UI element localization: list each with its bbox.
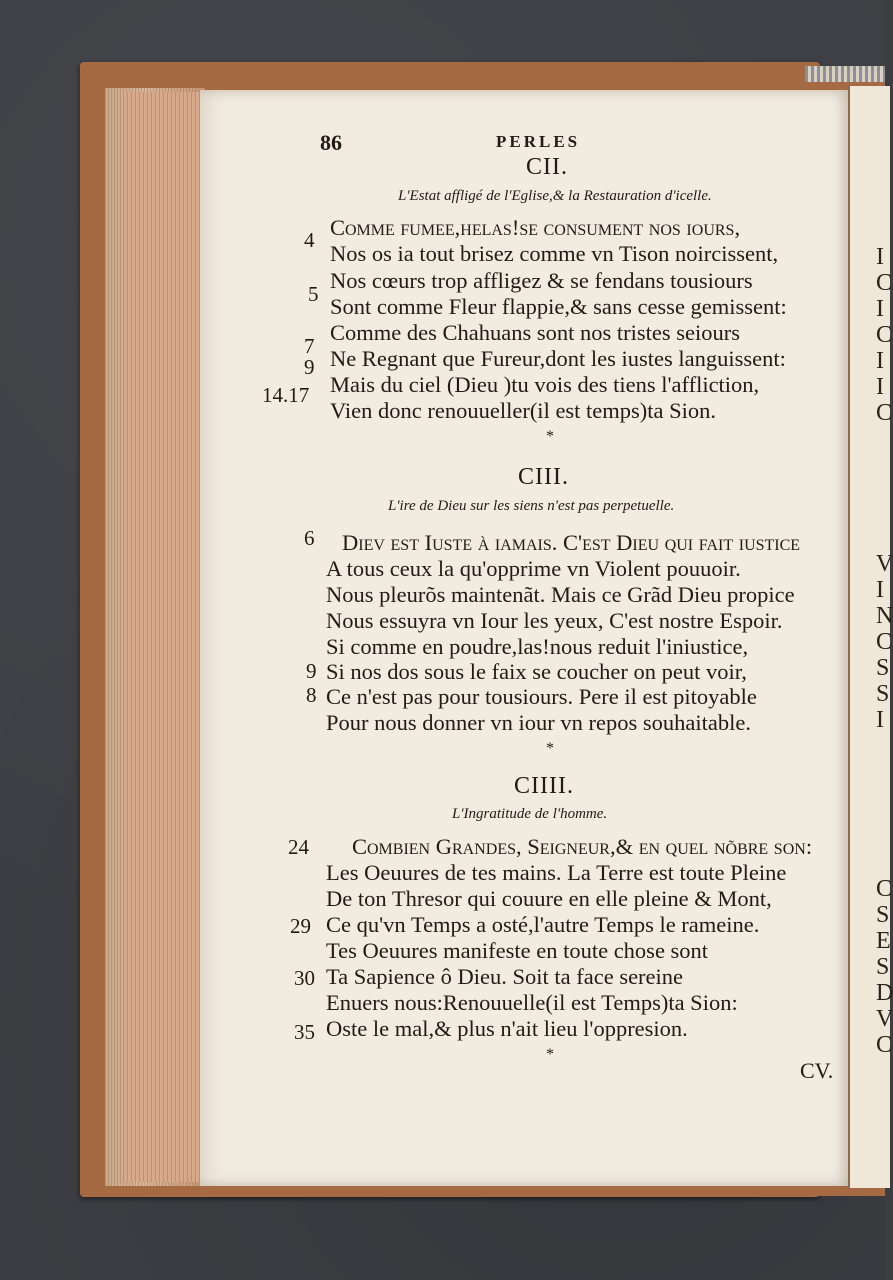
facing-letter: N <box>876 603 893 629</box>
margin-ref: 30 <box>294 966 315 990</box>
margin-ref: 7 <box>304 334 315 358</box>
facing-letter: C <box>876 629 893 655</box>
verse-line: Diev est Iuste à iamais. C'est Dieu qui fait iustice <box>342 530 801 555</box>
facing-letter: C <box>876 270 893 296</box>
page-number: 86 <box>320 130 342 155</box>
verse-line: Tes Oeuures manifeste en toute chose sont <box>326 938 709 963</box>
section-numeral: CIII. <box>518 464 569 490</box>
facing-letter: S <box>876 902 890 928</box>
margin-ref: 6 <box>304 526 315 550</box>
facing-letter: I <box>876 577 884 603</box>
verse-line: Comme des Chahuans sont nos tristes seiours <box>330 320 740 345</box>
verse-line: Enuers nous:Renouuelle(il est Temps)ta Sion: <box>326 990 738 1015</box>
facing-letter: S <box>876 681 890 707</box>
facing-letter: S <box>876 954 890 980</box>
catchword: CV. <box>800 1058 834 1083</box>
verse-line: Ta Sapience ô Dieu. Soit ta face sereine <box>326 964 684 989</box>
facing-letter: E <box>876 928 891 954</box>
verse-line: Ce qu'vn Temps a osté,l'autre Temps le rameine. <box>326 912 760 937</box>
margin-ref: 4 <box>304 228 315 252</box>
verse-line: Nous essuyra vn Iour les yeux, C'est nostre Espoir. <box>326 608 783 633</box>
section-separator: * <box>546 740 554 757</box>
section-subtitle: L'ire de Dieu sur les siens n'est pas perpetuelle. <box>388 498 675 514</box>
section-numeral: CII. <box>526 154 568 180</box>
margin-ref: 29 <box>290 914 311 938</box>
facing-letter: I <box>876 348 884 374</box>
facing-letter: I <box>876 707 884 733</box>
verse-line: Ne Regnant que Fureur,dont les iustes languissent: <box>330 346 786 371</box>
margin-ref: 24 <box>288 835 309 859</box>
margin-ref: 35 <box>294 1020 315 1044</box>
verse-line: Oste le mal,& plus n'ait lieu l'oppresion. <box>326 1016 688 1041</box>
verse-line: Comme fumee,helas!se consument nos iours, <box>330 215 741 240</box>
facing-letter: C <box>876 876 893 902</box>
verse-line: A tous ceux la qu'opprime vn Violent pouuoir. <box>326 556 741 581</box>
page-block-edge-inner <box>123 92 203 1182</box>
facing-letter: V <box>876 1006 893 1032</box>
facing-letter: I <box>876 296 884 322</box>
verse-line: Nos cœurs trop affligez & se fendans tousiours <box>330 268 753 293</box>
verse-line: Combien Grandes, Seigneur,& en quel nõbre son: <box>352 834 813 859</box>
margin-ref: 9 <box>304 355 315 379</box>
section-subtitle: L'Estat affligé de l'Eglise,& la Restauration d'icelle. <box>398 188 712 204</box>
facing-letter: V <box>876 551 893 577</box>
margin-ref: 5 <box>308 282 319 306</box>
facing-letter: D <box>876 980 893 1006</box>
verse-line: Pour nous donner vn iour vn repos souhaitable. <box>326 710 751 735</box>
verse-line: Nous pleurõs maintenãt. Mais ce Grãd Dieu propice <box>326 582 795 607</box>
facing-letter: S <box>876 655 890 681</box>
section-separator: * <box>546 428 554 445</box>
facing-page-edge <box>848 86 893 1188</box>
margin-ref: 9 <box>306 659 317 683</box>
verse-line: Si comme en poudre,las!nous reduit l'iniustice, <box>326 634 749 659</box>
facing-letter: C <box>876 400 893 426</box>
verse-line: Les Oeuures de tes mains. La Terre est toute Pleine <box>326 860 787 885</box>
running-head: PERLES <box>496 132 581 151</box>
section-numeral: CIIII. <box>514 773 574 799</box>
facing-letter: C <box>876 1032 893 1058</box>
facing-letter: I <box>876 244 884 270</box>
verse-line: Nos os ia tout brisez comme vn Tison noircissent, <box>330 241 779 266</box>
section-separator: * <box>546 1046 554 1063</box>
verse-line: Vien donc renouueller(il est temps)ta Sion. <box>330 398 717 423</box>
section-subtitle: L'Ingratitude de l'homme. <box>452 806 608 822</box>
margin-ref: 8 <box>306 683 317 707</box>
facing-letter: C <box>876 322 893 348</box>
facing-letter: I <box>876 374 884 400</box>
verse-line: Sont comme Fleur flappie,& sans cesse gemissent: <box>330 294 787 319</box>
verse-line: Si nos dos sous le faix se coucher on peut voir, <box>326 659 747 684</box>
margin-ref: 14.17 <box>262 383 310 407</box>
verse-line: Ce n'est pas pour tousiours. Pere il est pitoyable <box>326 684 757 709</box>
verse-line: Mais du ciel (Dieu )tu vois des tiens l'affliction, <box>330 372 760 397</box>
verse-line: De ton Thresor qui couure en elle pleine & Mont, <box>326 886 772 911</box>
headband <box>805 66 885 82</box>
